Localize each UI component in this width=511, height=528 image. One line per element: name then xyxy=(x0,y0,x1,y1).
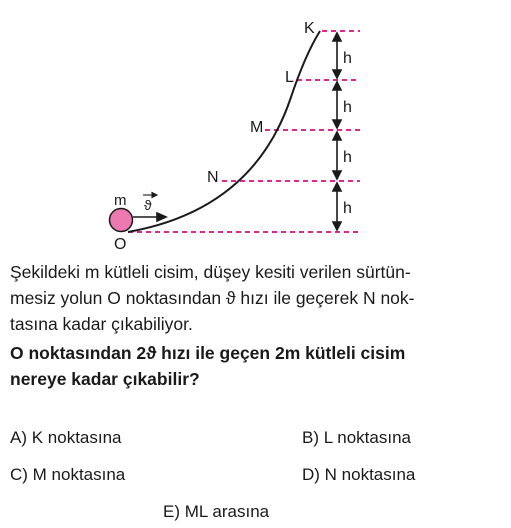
point-label-m: M xyxy=(250,119,264,136)
stem-line: mesiz yolun O noktasından ϑ hızı ile geçerek N nok- xyxy=(10,288,415,308)
question-prompt xyxy=(10,340,494,392)
option-b[interactable]: B) L noktasına xyxy=(302,428,411,447)
height-label-lm: h xyxy=(343,99,352,116)
ball-mass xyxy=(110,209,133,232)
height-arrows xyxy=(333,33,341,230)
velocity-label: ϑ xyxy=(144,197,152,213)
frictionless-track xyxy=(128,31,320,232)
point-label-l: L xyxy=(285,69,294,86)
stem-line: tasına kadar çıkabiliyor. xyxy=(10,314,193,334)
mass-label: m xyxy=(114,192,127,209)
height-arrow-no xyxy=(333,183,341,230)
point-label-k: K xyxy=(304,20,315,37)
height-arrow-kl xyxy=(333,33,341,78)
energy-diagram xyxy=(0,0,511,250)
height-label-mn: h xyxy=(343,149,352,166)
option-d[interactable]: D) N noktasına xyxy=(302,465,416,484)
velocity-arrow xyxy=(133,213,166,221)
stem-line: Şekildeki m kütleli cisim, düşey kesiti verilen sürtün- xyxy=(10,262,411,282)
height-label-no: h xyxy=(343,200,352,217)
height-arrow-lm xyxy=(333,82,341,128)
option-a[interactable]: A) K noktasına xyxy=(10,428,122,447)
height-label-kl: h xyxy=(343,50,352,67)
point-label-n: N xyxy=(207,169,219,186)
question-stem xyxy=(10,259,494,337)
prompt-line: O noktasından 2ϑ hızı ile geçen 2m kütleli cisim xyxy=(10,343,406,363)
option-e[interactable]: E) ML arasına xyxy=(163,502,270,521)
option-c[interactable]: C) M noktasına xyxy=(10,465,126,484)
height-arrow-mn xyxy=(333,132,341,179)
prompt-line: nereye kadar çıkabilir? xyxy=(10,369,200,389)
height-level-lines xyxy=(128,31,360,232)
point-label-o: O xyxy=(114,236,127,250)
